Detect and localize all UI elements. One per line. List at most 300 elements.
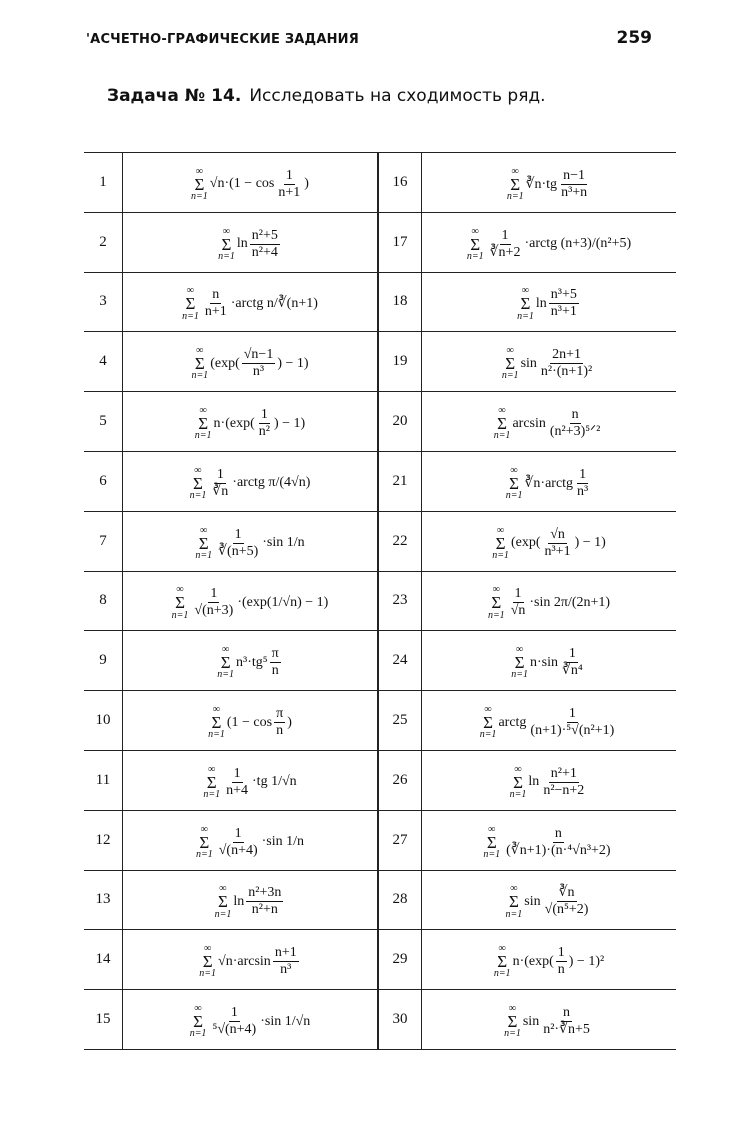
- formula-prefix: sin: [524, 893, 541, 909]
- fraction-numerator: 1: [208, 586, 219, 603]
- fraction-denominator: ⁵√(n+4): [212, 1022, 257, 1038]
- problem-formula: [123, 810, 379, 870]
- sum-symbol: ∞ Σ n=1: [218, 225, 235, 262]
- problem-formula: [422, 511, 677, 571]
- sum-symbol: ∞ Σ n=1: [493, 943, 511, 980]
- sum-symbol: ∞ Σ n=1: [483, 823, 501, 860]
- series-formula: [502, 346, 596, 381]
- fraction-denominator: n: [271, 663, 279, 679]
- sum-symbol: ∞ Σ n=1: [493, 404, 511, 442]
- formula-prefix: arcsin: [512, 415, 546, 431]
- problem-formula: [123, 451, 379, 511]
- series-formula: [196, 825, 304, 860]
- problem-formula: [123, 392, 379, 452]
- sum-upper-limit: ∞: [200, 524, 208, 536]
- series-formula: [506, 884, 593, 919]
- fraction-numerator: 1: [232, 766, 243, 783]
- series-formula: [215, 884, 286, 919]
- problem-number: 25: [378, 691, 422, 751]
- formula-prefix: ln: [236, 236, 248, 252]
- problem-number: 17: [378, 212, 422, 272]
- problem-formula: [422, 631, 677, 691]
- problem-formula: [123, 691, 379, 751]
- sum-upper-limit: ∞: [200, 823, 208, 835]
- table-row: [84, 990, 676, 1050]
- fraction: [539, 347, 594, 380]
- sum-lower-limit: n=1: [501, 370, 519, 382]
- problem-formula: [422, 870, 677, 930]
- fraction-numerator: n: [570, 407, 581, 424]
- sum-lower-limit: n=1: [493, 968, 511, 980]
- problem-number: 12: [84, 810, 123, 870]
- sum-symbol: ∞ Σ n=1: [505, 464, 523, 502]
- problem-formula: [422, 810, 677, 870]
- fraction-denominator: n+1: [204, 304, 227, 320]
- sum-symbol: ∞ Σ n=1: [195, 524, 213, 561]
- sum-upper-limit: ∞: [204, 943, 212, 955]
- problem-formula: [422, 272, 677, 332]
- sum-upper-limit: ∞: [498, 943, 506, 955]
- problem-number: 29: [378, 930, 422, 990]
- problem-formula: [123, 212, 379, 272]
- formula-prefix: (exp(: [510, 535, 541, 551]
- fraction-denominator: (n+1)·⁵√(n²+1): [530, 723, 615, 739]
- fraction: [488, 228, 523, 261]
- formula-suffix: ·sin 1/n: [262, 535, 305, 551]
- problem-formula: [123, 870, 379, 930]
- sum-upper-limit: ∞: [212, 703, 221, 715]
- series-formula: [218, 227, 282, 262]
- series-formula: [517, 286, 581, 321]
- fraction: [250, 228, 280, 261]
- fraction: [509, 586, 528, 619]
- problem-number: 4: [84, 332, 123, 392]
- sum-upper-limit: ∞: [510, 464, 518, 476]
- sum-lower-limit: n=1: [214, 908, 232, 920]
- problem-number: 24: [378, 631, 422, 691]
- formula-prefix: ln: [528, 774, 540, 790]
- fraction-denominator: n²−n+2: [543, 782, 585, 798]
- sum-lower-limit: n=1: [487, 609, 505, 621]
- fraction-numerator: π: [270, 646, 281, 663]
- sum-symbol: ∞ Σ n=1: [466, 225, 484, 262]
- problem-formula: [123, 571, 379, 631]
- formula-suffix: ·tg 1/√n: [252, 774, 297, 790]
- fraction: [210, 467, 230, 500]
- fraction-numerator: n: [210, 287, 221, 304]
- formula-suffix: ) − 1): [574, 535, 606, 551]
- formula-suffix: ·(exp(1/√n) − 1): [237, 594, 329, 610]
- table-row: [84, 870, 676, 930]
- fraction-denominator: n³: [252, 364, 265, 380]
- fraction: [542, 527, 572, 560]
- fraction-denominator: (∛n+1)·(n·⁴√n³+2): [506, 842, 611, 858]
- sum-symbol: ∞ Σ n=1: [194, 404, 212, 442]
- formula-suffix: ) − 1): [273, 415, 306, 431]
- sum-lower-limit: n=1: [191, 370, 209, 382]
- series-formula: [480, 705, 619, 740]
- fraction-numerator: 1: [567, 706, 578, 723]
- problem-formula: [123, 272, 379, 332]
- fraction-numerator: n+1: [273, 945, 299, 962]
- task-heading: [107, 86, 546, 106]
- sum-upper-limit: ∞: [208, 763, 216, 775]
- table-row: [84, 392, 676, 452]
- table-row: [84, 511, 676, 571]
- fraction-numerator: 1: [500, 228, 511, 245]
- fraction-numerator: 2n+1: [550, 347, 583, 364]
- sum-upper-limit: ∞: [194, 464, 202, 476]
- sum-upper-limit: ∞: [508, 1002, 517, 1014]
- sum-symbol: ∞ Σ n=1: [505, 883, 523, 920]
- page-header: [86, 28, 652, 52]
- fraction: [270, 646, 281, 679]
- fraction-numerator: √n: [548, 527, 567, 544]
- fraction-numerator: n²+5: [250, 228, 280, 245]
- sum-lower-limit: n=1: [511, 669, 528, 681]
- table-row: [84, 810, 676, 870]
- series-formula: [467, 227, 631, 262]
- table-row: [84, 571, 676, 631]
- fraction: [276, 168, 302, 201]
- problem-number: 3: [84, 272, 123, 332]
- fraction: [217, 826, 260, 859]
- sum-lower-limit: n=1: [203, 789, 221, 801]
- problem-formula: [123, 990, 379, 1050]
- problem-formula: [123, 332, 379, 392]
- sum-lower-limit: n=1: [199, 968, 217, 980]
- sum-lower-limit: n=1: [171, 609, 189, 621]
- fraction-denominator: n+1: [278, 184, 301, 200]
- formula-prefix: sin: [522, 1013, 540, 1029]
- problem-number: 30: [378, 990, 422, 1050]
- sum-symbol: ∞ Σ n=1: [492, 524, 509, 561]
- fraction-numerator: 1: [513, 586, 524, 603]
- table-row: [84, 451, 676, 511]
- sum-upper-limit: ∞: [471, 225, 479, 237]
- fraction-numerator: 1: [233, 826, 244, 843]
- fraction-numerator: 1: [229, 1005, 240, 1022]
- sum-symbol: ∞ Σ n=1: [506, 165, 524, 203]
- fraction-numerator: 1: [577, 467, 588, 484]
- sum-symbol: ∞ Σ n=1: [511, 644, 528, 681]
- formula-suffix: ·sin 1/n: [261, 834, 305, 850]
- fraction-denominator: n²: [258, 424, 270, 440]
- fraction-denominator: n²+n: [251, 902, 278, 918]
- fraction: [560, 646, 585, 679]
- problem-number: 11: [84, 750, 123, 810]
- fraction-numerator: 1: [567, 646, 578, 663]
- fraction-numerator: 1: [215, 467, 226, 484]
- sum-symbol: ∞ Σ n=1: [191, 345, 209, 382]
- fraction-numerator: 1: [284, 168, 295, 185]
- fraction: [528, 706, 616, 739]
- fraction-numerator: n−1: [561, 168, 587, 185]
- fraction-denominator: √n: [510, 603, 526, 619]
- sum-lower-limit: n=1: [505, 490, 523, 502]
- sum-lower-limit: n=1: [182, 310, 199, 322]
- series-formula: [488, 585, 610, 620]
- fraction-denominator: n: [276, 723, 284, 739]
- problem-formula: [123, 631, 379, 691]
- problem-formula: [422, 750, 677, 810]
- sum-lower-limit: n=1: [218, 250, 235, 262]
- problem-number: 1: [84, 153, 123, 213]
- formula-suffix: ·arctg n/∛(n+1): [230, 296, 318, 312]
- formula-prefix: n·(exp(: [512, 953, 554, 969]
- series-formula: [190, 1004, 311, 1039]
- formula-prefix: sin: [520, 355, 537, 371]
- fraction-numerator: n: [561, 1005, 572, 1022]
- sum-symbol: ∞ Σ n=1: [501, 345, 519, 382]
- fraction-denominator: ∛n+2: [489, 244, 521, 260]
- problem-number: 15: [84, 990, 123, 1050]
- problem-number: 18: [378, 272, 422, 332]
- problem-number: 10: [84, 691, 123, 751]
- running-title: 'АСЧЕТНО-ГРАФИЧЕСКИЕ ЗАДАНИЯ: [86, 32, 359, 47]
- sum-upper-limit: ∞: [222, 225, 231, 237]
- fraction-numerator: √n−1: [242, 347, 276, 364]
- problem-formula: [422, 212, 677, 272]
- sum-lower-limit: n=1: [208, 729, 225, 741]
- fraction: [257, 407, 272, 440]
- formula-suffix: ) − 1)²: [568, 953, 605, 969]
- series-formula: [507, 167, 591, 202]
- sum-upper-limit: ∞: [186, 285, 195, 297]
- fraction-denominator: n³+n: [561, 184, 588, 200]
- fraction: [504, 826, 612, 859]
- fraction-denominator: ∛(n+5): [218, 543, 259, 559]
- problem-number: 16: [378, 153, 422, 213]
- fraction-denominator: n³+1: [550, 304, 577, 320]
- table-row: [84, 212, 676, 272]
- fraction-denominator: n³: [577, 483, 589, 499]
- sum-lower-limit: n=1: [479, 729, 497, 741]
- problem-formula: [422, 691, 677, 751]
- formula-prefix: √n·arcsin: [218, 953, 271, 969]
- fraction-denominator: √(n⁵+2): [544, 902, 589, 918]
- sum-upper-limit: ∞: [176, 584, 184, 596]
- sum-symbol: ∞ Σ n=1: [189, 464, 207, 502]
- sum-lower-limit: n=1: [517, 310, 534, 322]
- problem-number: 26: [378, 750, 422, 810]
- fraction-numerator: 1: [233, 527, 244, 544]
- fraction-denominator: n+4: [226, 782, 249, 798]
- formula-suffix: ·sin 1/√n: [260, 1013, 311, 1029]
- fraction: [246, 885, 283, 918]
- sum-upper-limit: ∞: [219, 883, 227, 895]
- sum-upper-limit: ∞: [510, 883, 518, 895]
- formula-suffix: ): [287, 714, 292, 730]
- series-formula: [191, 346, 308, 381]
- sum-lower-limit: n=1: [492, 549, 509, 561]
- sum-upper-limit: ∞: [194, 1002, 202, 1014]
- formula-prefix: n·(exp(: [213, 415, 255, 431]
- problem-number: 20: [378, 392, 422, 452]
- series-formula: [208, 705, 292, 740]
- formula-prefix: ∛n·tg: [525, 176, 558, 192]
- formula-suffix: ·arctg (n+3)/(n²+5): [524, 236, 632, 252]
- series-formula: [492, 526, 606, 561]
- sum-upper-limit: ∞: [506, 345, 514, 357]
- series-formula: [190, 466, 311, 501]
- series-formula: [506, 466, 593, 501]
- fraction: [549, 287, 579, 320]
- sum-upper-limit: ∞: [196, 345, 204, 357]
- sum-upper-limit: ∞: [492, 584, 500, 596]
- task-text: Исследовать на сходимость ряд.: [249, 86, 546, 106]
- problem-number: 7: [84, 511, 123, 571]
- series-formula: [217, 645, 282, 680]
- sum-lower-limit: n=1: [217, 669, 235, 681]
- series-formula: [195, 526, 304, 561]
- sum-lower-limit: n=1: [505, 908, 523, 920]
- fraction-numerator: π: [274, 706, 285, 723]
- fraction-numerator: n²+1: [549, 766, 579, 783]
- fraction-numerator: ∛n: [557, 885, 577, 902]
- problem-formula: [123, 750, 379, 810]
- sum-upper-limit: ∞: [516, 644, 524, 656]
- series-formula: [191, 167, 309, 202]
- fraction-denominator: n²·(n+1)²: [540, 364, 593, 380]
- problem-number: 22: [378, 511, 422, 571]
- formula-prefix: ln: [233, 893, 245, 909]
- fraction: [203, 287, 229, 320]
- fraction-denominator: n²·∛n+5: [543, 1022, 590, 1038]
- fraction-denominator: √(n+4): [218, 842, 258, 858]
- sum-upper-limit: ∞: [488, 823, 496, 835]
- problem-number: 14: [84, 930, 123, 990]
- fraction: [224, 766, 250, 799]
- formula-prefix: n·sin: [529, 654, 558, 670]
- sum-symbol: ∞ Σ n=1: [191, 165, 208, 203]
- series-formula: [494, 944, 604, 979]
- formula-suffix: ) − 1): [277, 355, 309, 371]
- table-row: [84, 631, 676, 691]
- sum-upper-limit: ∞: [511, 165, 519, 177]
- sum-lower-limit: n=1: [483, 848, 501, 860]
- page-number: 259: [616, 28, 652, 48]
- fraction: [541, 766, 586, 799]
- sum-upper-limit: ∞: [496, 524, 505, 536]
- series-formula: [182, 286, 318, 321]
- formula-prefix: (1 − cos: [226, 714, 273, 730]
- series-table: [84, 152, 676, 1050]
- sum-upper-limit: ∞: [199, 404, 207, 416]
- sum-symbol: ∞ Σ n=1: [199, 943, 217, 980]
- sum-symbol: ∞ Σ n=1: [217, 644, 235, 681]
- fraction: [216, 527, 260, 560]
- task-label: Задача № 14.: [107, 86, 242, 106]
- fraction-numerator: 1: [556, 945, 567, 962]
- formula-prefix: ∛n·arctg: [524, 475, 574, 491]
- sum-symbol: ∞ Σ n=1: [182, 285, 199, 322]
- problem-formula: [123, 930, 379, 990]
- sum-symbol: ∞ Σ n=1: [487, 584, 505, 621]
- fraction: [541, 1005, 592, 1038]
- problem-number: 23: [378, 571, 422, 631]
- fraction: [192, 586, 235, 619]
- problem-number: 8: [84, 571, 123, 631]
- sum-lower-limit: n=1: [191, 191, 208, 203]
- problem-formula: [422, 392, 677, 452]
- problem-formula: [422, 571, 677, 631]
- fraction-numerator: n³+5: [549, 287, 579, 304]
- fraction: [548, 407, 602, 440]
- fraction-numerator: n: [553, 826, 564, 843]
- fraction-denominator: ∛n: [212, 483, 229, 499]
- sum-symbol: ∞ Σ n=1: [203, 763, 221, 801]
- sum-upper-limit: ∞: [195, 165, 203, 177]
- table-row: [84, 691, 676, 751]
- problem-formula: [422, 332, 677, 392]
- fraction-denominator: n³: [280, 962, 292, 978]
- sum-lower-limit: n=1: [509, 789, 527, 801]
- problem-formula: [422, 990, 677, 1050]
- formula-suffix: ·sin 2π/(2n+1): [529, 594, 611, 610]
- fraction: [556, 945, 567, 978]
- series-formula: [195, 406, 305, 441]
- series-formula: [494, 406, 605, 441]
- series-formula: [504, 1004, 594, 1039]
- sum-upper-limit: ∞: [484, 703, 492, 715]
- problem-formula: [123, 511, 379, 571]
- sum-lower-limit: n=1: [194, 430, 212, 442]
- sum-lower-limit: n=1: [189, 490, 207, 502]
- fraction-denominator: n²+4: [251, 244, 278, 260]
- fraction-numerator: 1: [259, 407, 270, 424]
- formula-prefix: √n·(1 − cos: [209, 176, 275, 192]
- sum-lower-limit: n=1: [504, 1028, 521, 1040]
- problem-formula: [422, 930, 677, 990]
- series-formula: [172, 585, 329, 620]
- fraction-denominator: (n²+3)⁵ᐟ²: [549, 424, 601, 440]
- problem-formula: [123, 153, 379, 213]
- formula-prefix: ln: [535, 295, 547, 311]
- sum-lower-limit: n=1: [493, 430, 511, 442]
- problem-number: 21: [378, 451, 422, 511]
- series-formula: [511, 645, 587, 680]
- problem-number: 2: [84, 212, 123, 272]
- sum-lower-limit: n=1: [189, 1028, 207, 1040]
- sum-symbol: ∞ Σ n=1: [509, 763, 527, 801]
- problem-formula: [422, 451, 677, 511]
- series-formula: [483, 825, 614, 860]
- table-row: [84, 930, 676, 990]
- series-formula: [203, 765, 296, 800]
- sum-symbol: ∞ Σ n=1: [479, 703, 497, 741]
- fraction-numerator: n²+3n: [246, 885, 283, 902]
- sum-symbol: ∞ Σ n=1: [189, 1002, 207, 1040]
- problem-number: 13: [84, 870, 123, 930]
- problem-number: 28: [378, 870, 422, 930]
- fraction: [274, 706, 285, 739]
- table-row: [84, 272, 676, 332]
- sum-symbol: ∞ Σ n=1: [214, 883, 232, 920]
- fraction: [242, 347, 276, 380]
- fraction: [559, 168, 589, 201]
- formula-prefix: n³·tg⁵: [236, 654, 268, 670]
- formula-suffix: ·arctg π/(4√n): [232, 475, 311, 491]
- sum-lower-limit: n=1: [506, 191, 524, 203]
- sum-upper-limit: ∞: [514, 763, 522, 775]
- fraction: [575, 467, 590, 500]
- fraction-denominator: n: [557, 962, 565, 978]
- sum-upper-limit: ∞: [521, 285, 530, 297]
- table-row: [84, 332, 676, 392]
- fraction: [273, 945, 299, 978]
- fraction: [543, 885, 591, 918]
